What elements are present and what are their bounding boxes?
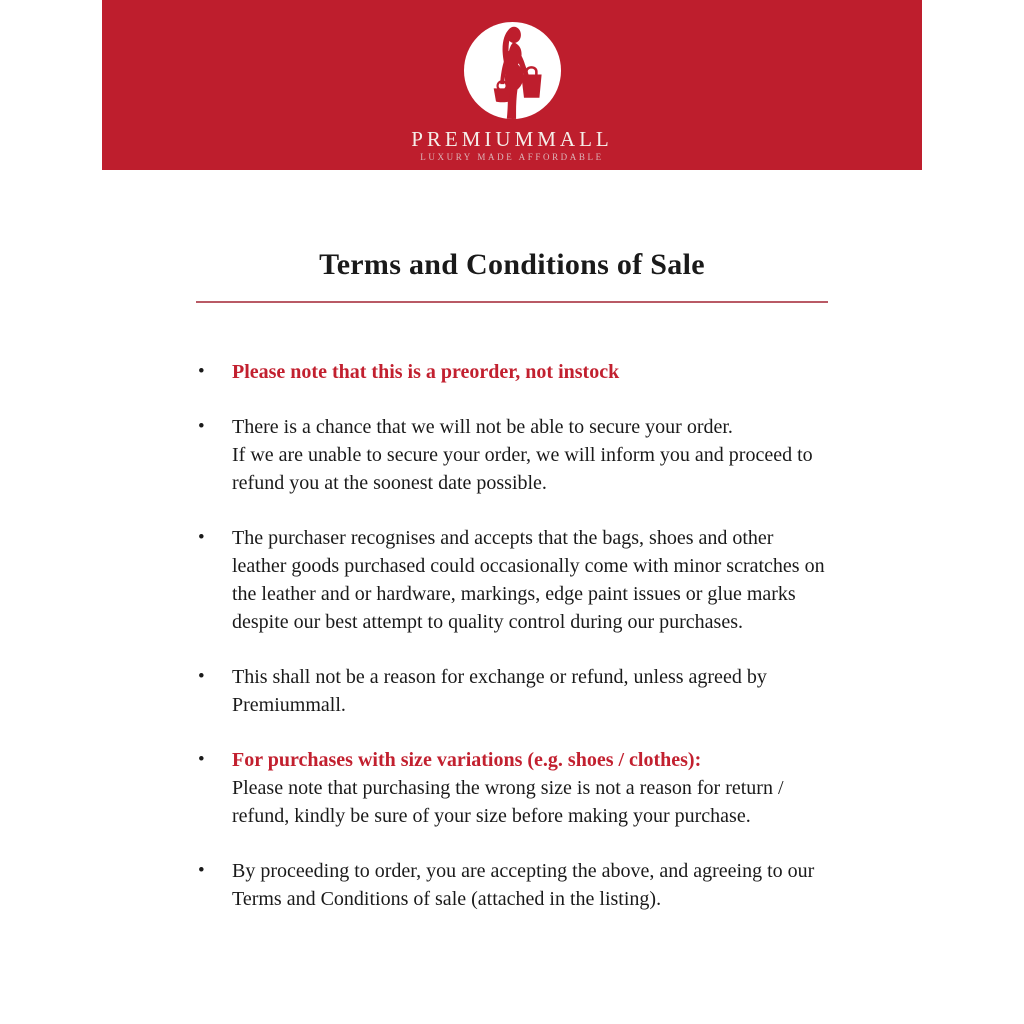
woman-with-shopping-bags-icon: [463, 21, 562, 120]
bullet-text-emphasis: Please note that this is a preorder, not instock: [232, 361, 620, 383]
bullet-marker: •: [198, 749, 205, 770]
bullet-text-plain: There is a chance that we will not be able to secure your order. If we are unable to secure your order, we will inform you and proceed to refund you at the soonest date possible.: [232, 416, 813, 494]
brand-tagline: LUXURY MADE AFFORDABLE: [420, 152, 604, 162]
bullet-marker: •: [198, 527, 205, 548]
terms-content: [102, 170, 922, 940]
bullet-item: [102, 413, 922, 497]
page-title: Terms and Conditions of Sale: [319, 248, 705, 281]
bullet-text: [232, 358, 882, 386]
bullet-text-emphasis: For purchases with size variations (e.g. shoes / clothes):: [232, 749, 702, 771]
title-divider: [196, 301, 828, 303]
bullet-marker: •: [198, 666, 205, 687]
bullet-marker: •: [198, 361, 205, 382]
bullet-item: [102, 358, 922, 386]
brand-name: PREMIUMMALL: [411, 127, 613, 151]
bullet-item: [102, 663, 922, 719]
bullet-item: [102, 746, 922, 830]
brand-logo: [463, 21, 562, 120]
bullet-text: [232, 857, 882, 913]
brand-banner: [102, 0, 922, 170]
bullet-marker: •: [198, 860, 205, 881]
bullet-item: [102, 857, 922, 913]
bullet-text: [232, 663, 882, 719]
terms-bullet-list: [102, 358, 922, 913]
bullet-text-plain: Please note that purchasing the wrong size is not a reason for return / refund, kindly be sure of your size before making your purchase.: [232, 777, 784, 827]
bullet-text-plain: The purchaser recognises and accepts that the bags, shoes and other leather goods purchased could occasionally come with minor scratches on the leather and or hardware, markings, edge paint issues or glue marks despite our best attempt to quality control during our purchases.: [232, 527, 825, 633]
bullet-text: [232, 413, 882, 497]
bullet-text-plain: By proceeding to order, you are accepting the above, and agreeing to our Terms and Conditions of sale (attached in the listing).: [232, 860, 815, 910]
bullet-text: [232, 524, 882, 636]
bullet-text: [232, 746, 882, 830]
bullet-text-plain: This shall not be a reason for exchange or refund, unless agreed by Premiummall.: [232, 666, 767, 716]
bullet-item: [102, 524, 922, 636]
bullet-marker: •: [198, 416, 205, 437]
